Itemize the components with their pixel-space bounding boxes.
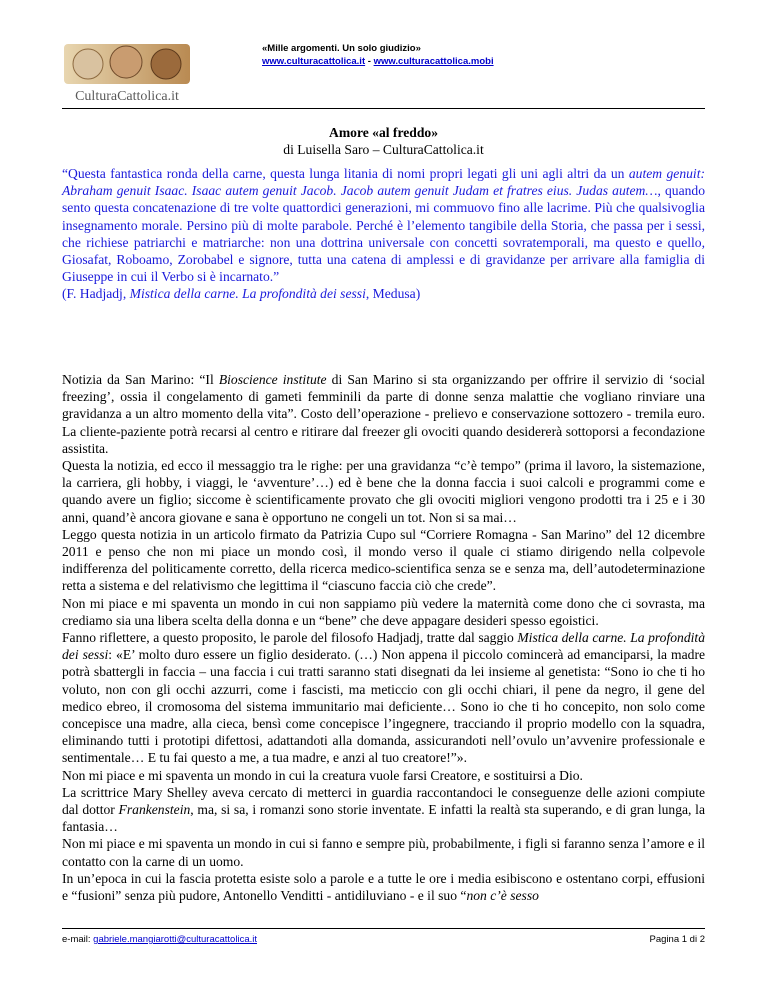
paragraph: Questa la notizia, ed ecco il messaggio tra le righe: per una gravidanza “c’è tempo” (prima il lavoro, la sistemazione, la carriera, gli hobby, i viaggi, le ‘avventure’…) ed è bene che la donna faccia i suoi calcoli e programmi come e quando avere un figlio; siccome è scientificamente provato che gli ovociti migliori vengono prodotti tra i 25 e i 30 anni, quand’è ancora giovane e sana è opportuno ne congeli un tot. Non si sa mai… xyxy=(62,458,705,525)
site-link[interactable]: www.culturacattolica.it xyxy=(262,56,366,67)
article-title: Amore «al freddo» xyxy=(329,125,438,140)
header-rule xyxy=(62,108,705,109)
page-number: Pagina 1 di 2 xyxy=(649,934,705,945)
quote-text: “Questa fantastica ronda della carne, questa lunga litania di nomi propri legati gli uni agli altri da un xyxy=(62,166,629,181)
paragraph: La scrittrice Mary Shelley aveva cercato di metterci in guardia raccontandoci le conseguenze delle azioni compiute dal dottor Frankenstein, ma, si sa, i romanzi sono storie inventate. E infatti la realtà sta superando, e di gran lunga, la fantasia… xyxy=(62,784,705,835)
paragraph: Non mi piace e mi spaventa un mondo in cui la creatura vuole farsi Creatore, e sostituirsi a Dio. xyxy=(62,767,583,783)
footer-rule xyxy=(62,928,705,929)
paragraph: Non mi piace e mi spaventa un mondo in cui si fanno e sempre più, probabilmente, i figli si faranno senza l’amore e il contatto con la carne di un uomo. xyxy=(62,836,705,869)
page-footer xyxy=(62,934,705,945)
paragraph: Leggo questa notizia in un articolo firmato da Patrizia Cupo sul “Corriere Romagna - San Marino” del 12 dicembre 2011 e penso che non mi piace un mondo così, il mondo verso il quale ci stiamo dirigendo nella colpevole indifferenza del politicamente corretto, della ricerca medico-scientifica senza se e senza ma, dell’autodeterminazione retta a sistema e del relativismo che legittima il “ciascuno faccia ciò che crede”. xyxy=(62,526,705,594)
paragraph: Fanno riflettere, a questo proposito, le parole del filosofo Hadjadj, tratte dal saggio Mistica della carne. La profondità dei sessi: «E’ molto duro essere un figlio desiderato. (…) Non appena il piccolo comincerà ad emanciparsi, la madre potrà sbattergli in faccia – una faccia i cui tratti saranno stati disegnati da lei insieme al genetista: “Sono io che ti ho voluto, non con gli occhi azzurri, come i fascisti, ma meticcio con gli occhi chiari, il pene da negro, il gene del medico ebreo, il cromosoma del sistema immunitario mai deficiente… Sono io che ti ho concepito, non solo come concepisce una madre, alla cieca, bensì come concepisce l’ingegnere, tracciando il proprio modello con la squadra, eliminando tutti i prototipi difettosi, adattandoti alla domanda, assicurandoti nell’ovulo un’avvenire professionale e sentimentale… E tu fai questo a me, a tua madre, e anzi al tuo creatore!”». xyxy=(62,630,706,766)
epigraph-quote xyxy=(62,165,705,303)
quote-source-publisher: , Medusa) xyxy=(365,286,421,302)
site-logo[interactable] xyxy=(62,40,192,106)
quote-source: (F. Hadjadj, xyxy=(62,286,130,302)
quote-latin: autem genuit: Abraham genuit Isaac. Isaac autem genuit Jacob. Jacob autem genuit Judam et fratres eius. Judas autem… xyxy=(62,166,706,199)
logo-wordmark: CulturaCattolica.it xyxy=(75,89,179,104)
article-body xyxy=(62,371,705,904)
article-byline: di Luisella Saro – CulturaCattolica.it xyxy=(283,142,484,157)
email-label: e-mail: xyxy=(62,934,94,945)
quote-text-2: , quando sento questa concatenazione di tre volte quattordici generazioni, mi commuovo fino alle lacrime. Più che qualsivoglia insegnamento morale. Persino più di molte parabole. Perché è l’elemento tangibile della Storia, che passa per i sessi, che richiese patriarchi e matriarche: non una dottrina universale con concetti sovratemporali, ma questo e quello, Giosafat, Roboamo, Zorobabel e signore, tutta una catena di amplessi e di gravidanze per arrivare alla famiglia di Giuseppe in cui il Verbo si è incarnato.” xyxy=(62,183,705,285)
paragraph: In un’epoca in cui la fascia protetta esiste solo a parole e a tutte le ore i media esibiscono e ostentano corpi, effusioni e “fusioni” senza più pudore, Antonello Venditti - antidiluviano - e il suo “non c’è sesso xyxy=(62,870,705,904)
mobile-site-link[interactable]: www.culturacattolica.mobi xyxy=(373,56,494,67)
email-link[interactable]: gabriele.mangiarotti@culturacattolica.it xyxy=(93,934,257,945)
paragraph: Non mi piace e mi spaventa un mondo in cui non sappiamo più vedere la maternità come dono che ci sovrasta, ma crediamo sia una libera scelta della donna e un “bene” che deve appagare desideri spesso egoistici. xyxy=(62,595,705,628)
quote-source-title: Mistica della carne. La profondità dei sessi xyxy=(129,286,366,302)
paragraph: Notizia da San Marino: “Il Bioscience institute di San Marino si sta organizzando per offrire il servizio di ‘social freezing’, ossia il congelamento di gameti femminili da parte di donne senza malattie che vogliano rinviare una gravidanza a un altro momento della vita”. Costo dell’operazione - prelievo e conservazione sottozero - tremila euro. La cliente-paziente potrà recarsi al centro e ritirare dal freezer gli ovociti quando desidererà sottoporsi a fecondazione assistita. xyxy=(62,372,706,456)
article-heading xyxy=(62,124,705,158)
link-separator: - xyxy=(365,56,374,67)
header-text xyxy=(262,42,494,68)
site-motto: «Mille argomenti. Un solo giudizio» xyxy=(262,43,421,54)
